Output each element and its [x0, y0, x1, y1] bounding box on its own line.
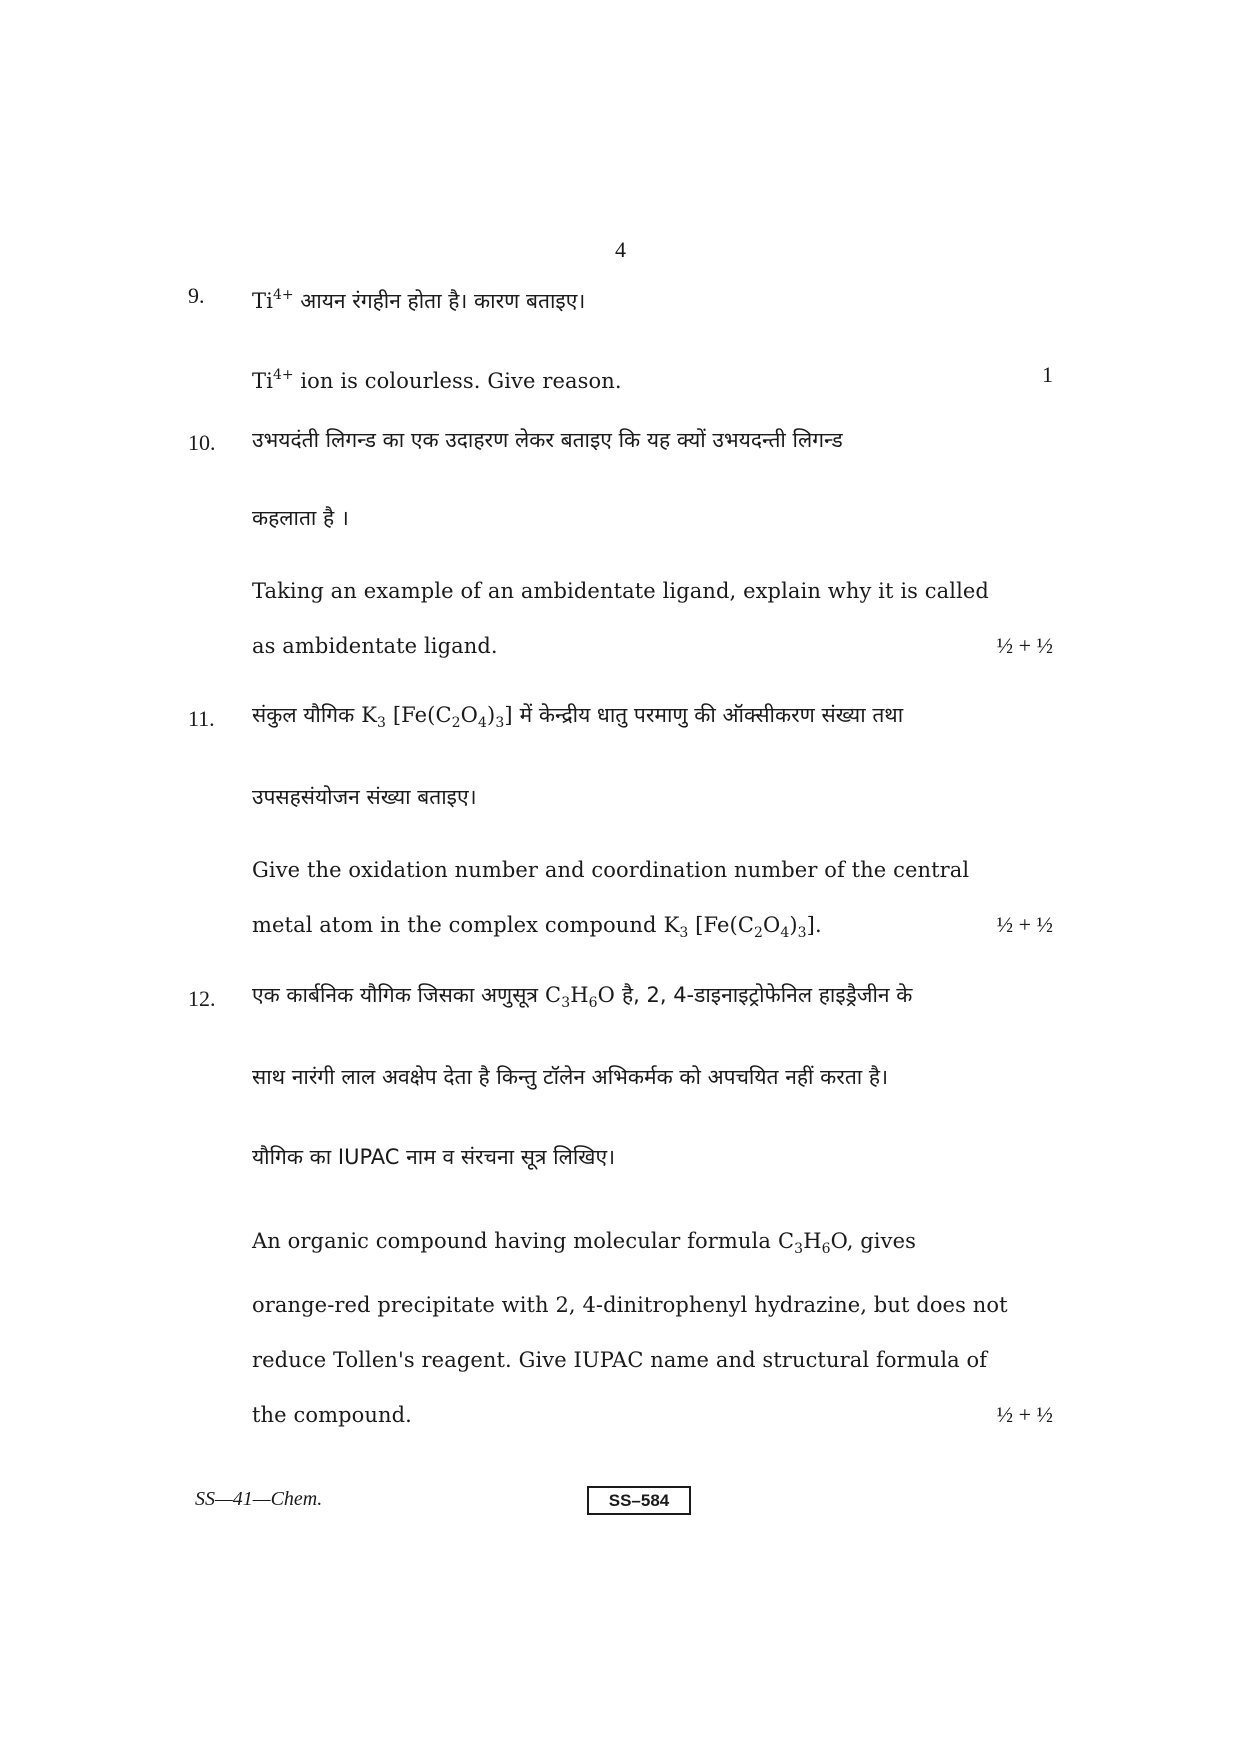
q9-hi-prefix: Ti	[252, 289, 273, 313]
q12-en-pre: An organic compound having molecular formula	[252, 1229, 771, 1253]
question-12-english-line3: reduce Tollen's reagent. Give IUPAC name and structural formula of	[252, 1348, 988, 1372]
q12-en-formula: $C_3H_6O$	[778, 1229, 847, 1257]
question-10-english-line2: as ambidentate ligand.	[252, 634, 498, 658]
question-10-number: 10.	[188, 430, 216, 455]
q12-en-post: , gives	[846, 1229, 916, 1253]
q11-formula: $K_3$ $[Fe(C_2O_4)_3]$	[361, 703, 513, 731]
q11-en-formula: $K_3$ $[Fe(C_2O_4)_3]$	[663, 913, 815, 941]
q9-en-text: ion is colourless. Give reason.	[293, 369, 622, 393]
question-12-hindi-line1	[252, 980, 1052, 1018]
q9-en-prefix: Ti	[252, 369, 273, 393]
question-9-hindi	[252, 280, 1052, 317]
q12-hi-pre: एक कार्बनिक यौगिक जिसका अणुसूत्र	[252, 983, 539, 1007]
question-12-number: 12.	[188, 986, 216, 1011]
q9-hi-sup: 4+	[272, 287, 294, 303]
question-9-number: 9.	[188, 283, 205, 308]
question-12-english-line1	[252, 1226, 1052, 1264]
question-11-english-line1: Give the oxidation number and coordination number of the central	[252, 858, 970, 882]
question-12-hindi-line2: साथ नारंगी लाल अवक्षेप देता है किन्तु टॉलेन अभिकर्मक को अपचयित नहीं करता है।	[252, 1065, 889, 1089]
page-number: 4	[615, 237, 626, 262]
q12-hi-post: है, 2, 4-डाइनाइट्रोफेनिल हाइड्रैजीन के	[621, 983, 913, 1007]
question-10-hindi-line1: उभयदंती लिगन्ड का एक उदाहरण लेकर बताइए कि यह क्यों उभयदन्ती लिगन्ड	[252, 428, 843, 452]
question-9-english	[252, 360, 1052, 397]
question-11-hindi-line1	[252, 700, 1052, 738]
question-12-english-line4: the compound.	[252, 1403, 412, 1427]
question-11-number: 11.	[188, 706, 215, 731]
q9-hi-text: आयन रंगहीन होता है। कारण बताइए।	[293, 289, 586, 313]
q11-en-post: .	[814, 913, 822, 937]
question-12-english-line2: orange-red precipitate with 2, 4-dinitrophenyl hydrazine, but does not	[252, 1293, 1008, 1317]
q11-en-pre: metal atom in the complex compound	[252, 913, 657, 937]
q12-formula: $C_3H_6O$	[545, 983, 615, 1011]
question-12-hindi-line3: यौगिक का IUPAC नाम व संरचना सूत्र लिखिए।	[252, 1145, 616, 1169]
question-11-hindi-line2: उपसहसंयोजन संख्या बताइए।	[252, 785, 477, 809]
question-11-marks: ½ + ½	[996, 912, 1053, 937]
q9-en-sup: 4+	[272, 367, 294, 383]
q11-hi-post: में केन्द्रीय धातु परमाणु की ऑक्सीकरण संख्या तथा	[519, 703, 904, 727]
question-10-marks: ½ + ½	[996, 633, 1053, 658]
footer-booklet-code: SS–584	[587, 1486, 691, 1515]
question-10-english-line1: Taking an example of an ambidentate ligand, explain why it is called	[252, 579, 989, 603]
question-12-marks: ½ + ½	[996, 1402, 1053, 1427]
question-9-marks: 1	[1042, 362, 1053, 387]
question-10-hindi-line2: कहलाता है ।	[252, 506, 349, 530]
question-11-english-line2	[252, 910, 1052, 948]
q11-hi-pre: संकुल यौगिक	[252, 703, 355, 727]
footer-paper-code: SS—41—Chem.	[195, 1488, 323, 1510]
